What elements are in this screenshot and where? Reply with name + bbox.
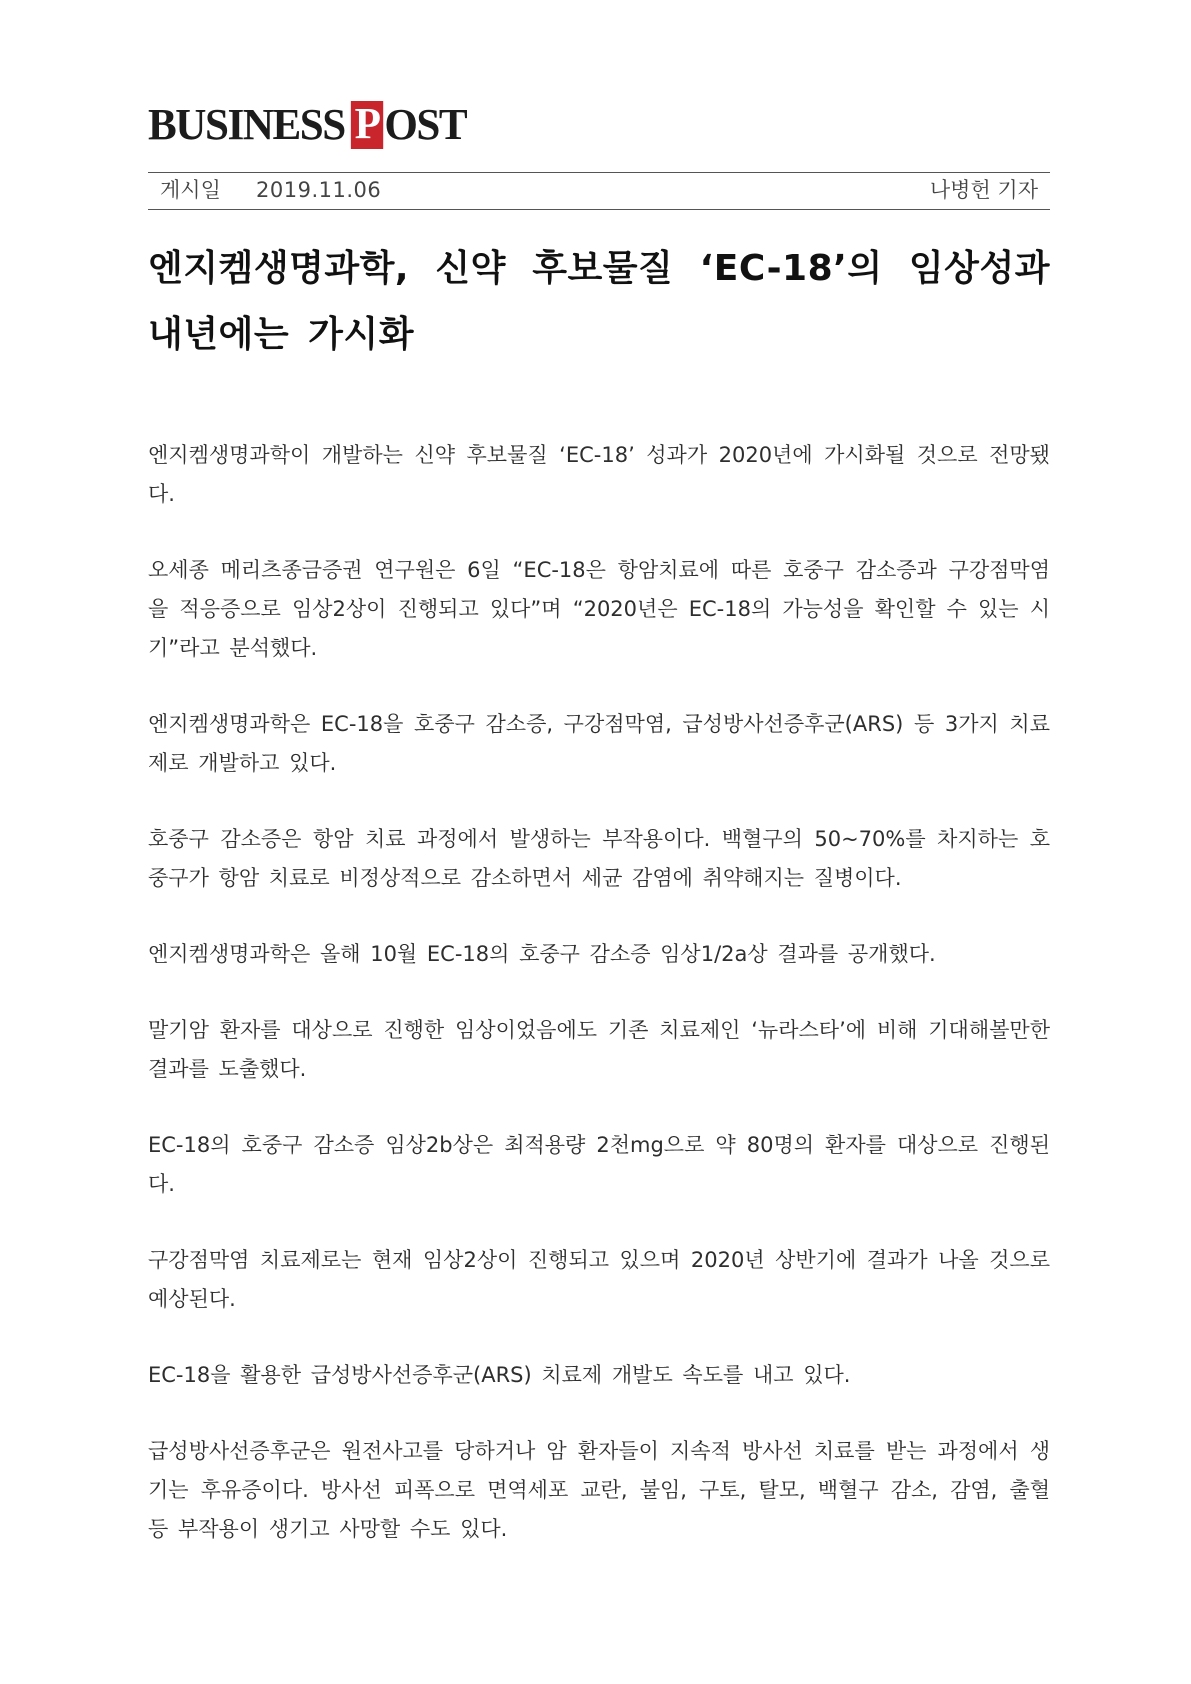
paragraph: 엔지켐생명과학은 EC-18을 호중구 감소증, 구강점막염, 급성방사선증후군(ARS) 등 3가지 치료제로 개발하고 있다.	[148, 712, 1050, 775]
paragraph: 구강점막염 치료제로는 현재 임상2상이 진행되고 있으며 2020년 상반기에 결과가 나올 것으로 예상된다.	[148, 1248, 1050, 1311]
paragraph: 엔지켐생명과학이 개발하는 신약 후보물질 ‘EC-18’ 성과가 2020년에 가시화될 것으로 전망됐다.	[148, 443, 1050, 506]
posted-label: 게시일	[160, 178, 221, 202]
paragraph: EC-18의 호중구 감소증 임상2b상은 최적용량 2천mg으로 약 80명의 환자를 대상으로 진행된다.	[148, 1133, 1050, 1196]
paragraph: EC-18을 활용한 급성방사선증후군(ARS) 치료제 개발도 속도를 내고 있다.	[148, 1363, 851, 1387]
paragraph: 엔지켐생명과학은 올해 10월 EC-18의 호중구 감소증 임상1/2a상 결과를 공개했다.	[148, 942, 936, 966]
logo-text-ost: OST	[384, 100, 467, 149]
paragraph: 말기암 환자를 대상으로 진행한 임상이었음에도 기존 치료제인 ‘뉴라스타’에 비해 기대해볼만한 결과를 도출했다.	[148, 1018, 1050, 1081]
paragraph: 호중구 감소증은 항암 치료 과정에서 발생하는 부작용이다. 백혈구의 50~70%를 차지하는 호중구가 항암 치료로 비정상적으로 감소하면서 세균 감염에 취약해지는 질병이다.	[148, 827, 1050, 890]
paragraph: 오세종 메리츠종금증권 연구원은 6일 “EC-18은 항암치료에 따른 호중구 감소증과 구강점막염을 적응증으로 임상2상이 진행되고 있다”며 “2020년은 EC-18의 가능성을 확인할 수 있는 시기”라고 분석했다.	[148, 558, 1050, 660]
business-post-logo	[148, 100, 466, 150]
article-meta-bar	[148, 172, 1050, 210]
reporter-name: 나병헌 기자	[929, 178, 1038, 202]
logo-text-business: BUSINESS	[148, 100, 345, 149]
posted-date: 2019.11.06	[256, 178, 382, 202]
logo-p-box: P	[351, 101, 384, 149]
article-title: 엔지켐생명과학, 신약 후보물질 ‘EC-18’의 임상성과 내년에는 가시화	[148, 248, 1050, 355]
paragraph: 급성방사선증후군은 원전사고를 당하거나 암 환자들이 지속적 방사선 치료를 받는 과정에서 생기는 후유증이다. 방사선 피폭으로 면역세포 교란, 불임, 구토, 탈모, 백혈구 감소, 감염, 출혈 등 부작용이 생기고 사망할 수도 있다.	[148, 1439, 1050, 1541]
article-body	[148, 436, 1050, 1586]
